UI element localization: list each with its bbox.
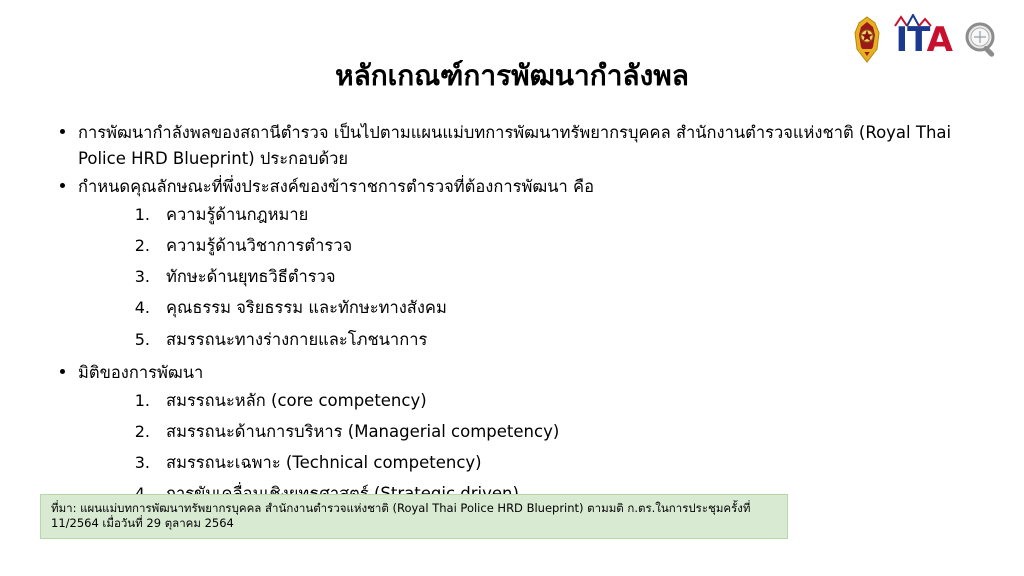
list-item-number: 1.: [134, 390, 150, 410]
list-item-number: 2.: [134, 421, 150, 441]
numbered-list: [78, 204, 976, 351]
list-item-number: 3.: [134, 267, 150, 287]
list-item-number: 3.: [134, 453, 150, 473]
list-item-number: 2.: [134, 235, 150, 255]
list-item: [124, 390, 976, 412]
page-title: หลักเกณฑ์การพัฒนากำลังพล: [335, 59, 689, 92]
list-item-label: ความรู้ด้านกฎหมาย: [166, 204, 309, 224]
bullet-list: [56, 120, 976, 506]
list-item-number: 4.: [134, 298, 150, 318]
slide-body: [56, 120, 976, 515]
bullet-item: [56, 360, 976, 506]
ita-logo-text-main: IT: [895, 20, 927, 60]
bullet-dot-icon: [60, 129, 65, 134]
list-item: [124, 421, 976, 443]
list-item: [124, 266, 976, 288]
list-item-label: คุณธรรม จริยธรรม และทักษะทางสังคม: [166, 298, 447, 318]
list-item-label: สมรรถนะทางร่างกายและโภชนาการ: [166, 329, 428, 349]
bullet-item: [56, 174, 976, 351]
bullet-item: [56, 120, 976, 171]
list-item-number: 5.: [134, 329, 150, 349]
source-note: ที่มา: แผนแม่บทการพัฒนาทรัพยากรบุคคล สำนักงานตำรวจแห่งชาติ (Royal Thai Police HRD Blueprint) ตามมติ ก.ตร.ในการประชุมครั้งที่ 11/2564 เมื่อวันที่ 29 ตุลาคม 2564: [40, 494, 788, 539]
bullet-dot-icon: [60, 369, 65, 374]
ita-logo-text: [895, 20, 952, 60]
list-item: [124, 204, 976, 226]
list-item: [124, 297, 976, 319]
list-item-label: สมรรถนะเฉพาะ (Technical competency): [166, 453, 482, 473]
list-item: [124, 452, 976, 474]
bullet-text: กำหนดคุณลักษณะที่พึ่งประสงค์ของข้าราชการตำรวจที่ต้องการพัฒนา คือ: [78, 177, 594, 197]
list-item-label: สมรรถนะหลัก (core competency): [166, 390, 427, 410]
bullet-text: การพัฒนากำลังพลของสถานีตำรวจ เป็นไปตามแผนแม่บทการพัฒนาทรัพยากรบุคคล สำนักงานตำรวจแห่งชาติ (Royal Thai Police HRD Blueprint) ประกอบด้วย: [78, 123, 952, 168]
list-item-label: สมรรถนะด้านการบริหาร (Managerial competency): [166, 421, 560, 441]
bullet-dot-icon: [60, 183, 65, 188]
bullet-text: มิติของการพัฒนา: [78, 363, 204, 383]
list-item-number: 1.: [134, 204, 150, 224]
list-item-label: ทักษะด้านยุทธวิธีตำรวจ: [166, 267, 336, 287]
ita-logo-text-accent: A: [926, 20, 952, 60]
list-item-label: ความรู้ด้านวิชาการตำรวจ: [166, 235, 353, 255]
list-item: [124, 329, 976, 351]
numbered-list: [78, 390, 976, 506]
list-item: [124, 235, 976, 257]
